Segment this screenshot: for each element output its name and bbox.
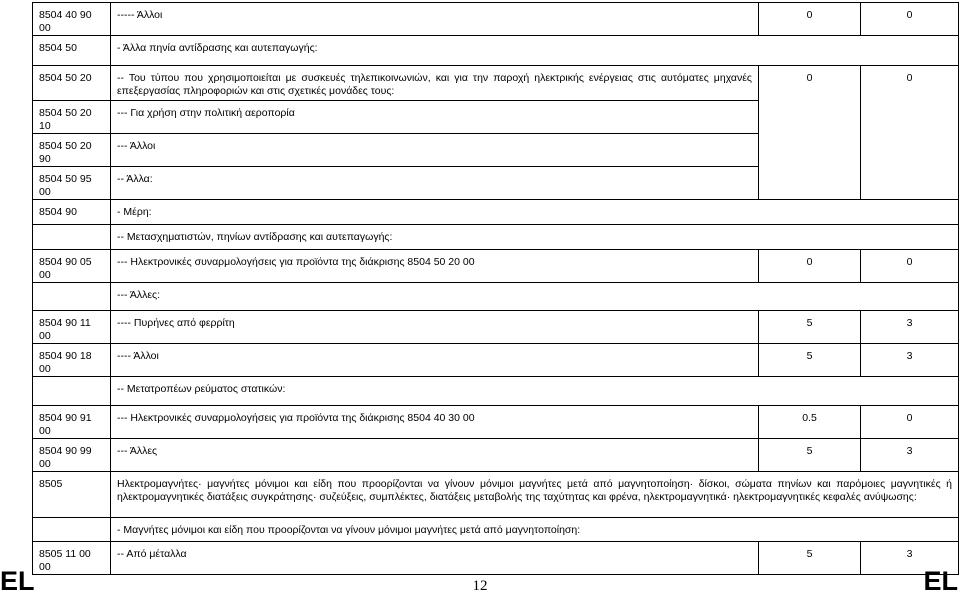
rate-2: 0 (861, 406, 959, 439)
description: --- Άλλες: (111, 283, 959, 311)
table-row (33, 311, 959, 344)
rate-1: 0 (759, 66, 861, 200)
description: ----- Άλλοι (111, 3, 759, 36)
description: - Άλλα πηνία αντίδρασης και αυτεπαγωγής: (111, 36, 959, 66)
cn-code: 8504 50 95 00 (33, 167, 111, 200)
footer-language-left: EL (0, 566, 35, 596)
description: Ηλεκτρομαγνήτες· μαγνήτες μόνιμοι και είδη που προορίζονται να γίνουν μόνιμοι μαγνήτες μετά από μαγνητοποίηση· δίσκοι, σώματα πηνίων και παρόμοιες μαγνητικές ή ηλεκτρομαγνητικές διατάξεις συγκράτησης· συζεύξεις, συμπλέκτες, διατάξεις μεταβολής της ταχύτητας και φρένα, ηλεκτρομαγνητικά· ηλεκτρομαγνητικές κεφαλές ανύψωσης: (111, 472, 959, 518)
cn-code (33, 377, 111, 406)
description: -- Άλλα: (111, 167, 759, 200)
description: -- Του τύπου που χρησιμοποιείται με συσκευές τηλεπικοινωνιών, και για την παροχή ηλεκτρικής ενέργειας στις αυτόματες μηχανές επεξεργασίας πληροφοριών και στις σχετικές μονάδες τους: (111, 66, 759, 101)
cn-code (33, 283, 111, 311)
description: --- Για χρήση στην πολιτική αεροπορία (111, 101, 759, 134)
rate-1: 5 (759, 542, 861, 575)
table-row (33, 283, 959, 311)
cn-code (33, 518, 111, 542)
table-row (33, 200, 959, 225)
rate-1: 0.5 (759, 406, 861, 439)
cn-code: 8504 50 20 10 (33, 101, 111, 134)
cn-code: 8504 90 11 00 (33, 311, 111, 344)
rate-2: 3 (861, 311, 959, 344)
cn-code (33, 225, 111, 250)
description: --- Ηλεκτρονικές συναρμολογήσεις για προϊόντα της διάκρισης 8504 40 30 00 (111, 406, 759, 439)
rate-2: 3 (861, 344, 959, 377)
table-row (33, 344, 959, 377)
description: --- Άλλοι (111, 134, 759, 167)
table-row (33, 3, 959, 36)
description: ---- Άλλοι (111, 344, 759, 377)
cn-code: 8504 50 20 90 (33, 134, 111, 167)
table-row (33, 439, 959, 472)
description: --- Άλλες (111, 439, 759, 472)
cn-code: 8504 90 (33, 200, 111, 225)
cn-code: 8504 90 91 00 (33, 406, 111, 439)
rate-1: 0 (759, 250, 861, 283)
tariff-table (32, 2, 959, 575)
table-row (33, 518, 959, 542)
table-row (33, 250, 959, 283)
cn-code: 8505 11 00 00 (33, 542, 111, 575)
rate-1: 5 (759, 439, 861, 472)
description: --- Ηλεκτρονικές συναρμολογήσεις για προϊόντα της διάκρισης 8504 50 20 00 (111, 250, 759, 283)
rate-1: 5 (759, 311, 861, 344)
cn-code: 8505 (33, 472, 111, 518)
page-number: 12 (472, 578, 488, 594)
rate-1: 5 (759, 344, 861, 377)
rate-2: 0 (861, 66, 959, 200)
table-row (33, 542, 959, 575)
rate-2: 0 (861, 250, 959, 283)
cn-code: 8504 50 (33, 36, 111, 66)
table-row (33, 377, 959, 406)
footer-language-right: EL (923, 566, 958, 596)
description: -- Από μέταλλα (111, 542, 759, 575)
table-row (33, 406, 959, 439)
cn-code: 8504 90 18 00 (33, 344, 111, 377)
description: - Μέρη: (111, 200, 959, 225)
rate-2: 3 (861, 439, 959, 472)
cn-code: 8504 40 90 00 (33, 3, 111, 36)
cn-code: 8504 90 05 00 (33, 250, 111, 283)
description: ---- Πυρήνες από φερρίτη (111, 311, 759, 344)
cn-code: 8504 50 20 (33, 66, 111, 101)
description: -- Μετατροπέων ρεύματος στατικών: (111, 377, 959, 406)
table-row (33, 225, 959, 250)
description: - Μαγνήτες μόνιμοι και είδη που προορίζονται να γίνουν μόνιμοι μαγνήτες μετά από μαγνητοποίηση: (111, 518, 959, 542)
table-row (33, 36, 959, 66)
table-row (33, 66, 959, 101)
rate-2: 0 (861, 3, 959, 36)
cn-code: 8504 90 99 00 (33, 439, 111, 472)
description: -- Μετασχηματιστών, πηνίων αντίδρασης και αυτεπαγωγής: (111, 225, 959, 250)
table-row (33, 472, 959, 518)
rate-2: 3 (861, 542, 959, 575)
rate-1: 0 (759, 3, 861, 36)
